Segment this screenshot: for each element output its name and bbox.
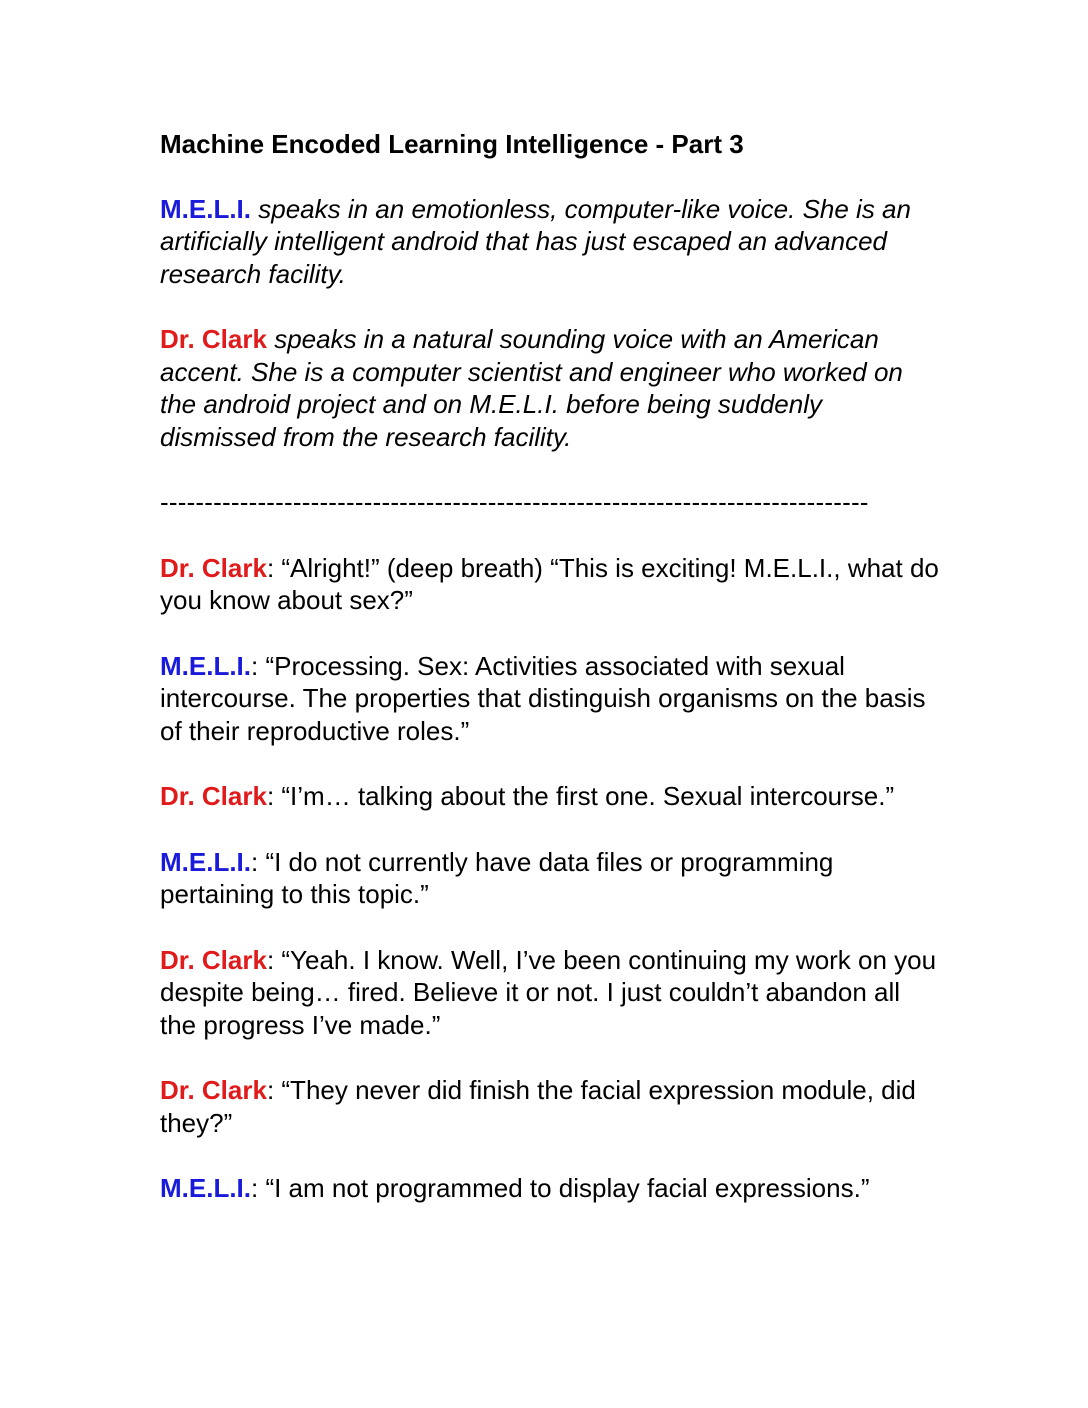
intro-clark-description: speaks in a natural sounding voice with an American accent. She is a computer scientist and engineer who worked on the android project and on M.E.L.I. before being suddenly dismissed from the research facility. <box>160 324 903 452</box>
dialogue-text: : “I do not currently have data files or programming pertaining to this topic.” <box>160 846 834 909</box>
dialogue-line <box>160 944 940 1042</box>
speaker-clark: Dr. Clark <box>160 944 267 975</box>
section-divider: -------------------------------------------------------------------------------- <box>160 487 869 517</box>
dialogue-line <box>160 846 940 911</box>
dialogue-line <box>160 1172 940 1205</box>
dialogue-line <box>160 552 940 617</box>
document-page <box>160 128 940 1238</box>
speaker-meli: M.E.L.I. <box>160 846 251 877</box>
dialogue-line <box>160 1074 940 1139</box>
dialogue-line <box>160 650 940 748</box>
dialogue-text: : “Alright!” (deep breath) “This is exciting! M.E.L.I., what do you know about sex?” <box>160 552 939 615</box>
intro-clark <box>160 323 940 453</box>
dialogue-text: : “I am not programmed to display facial expressions.” <box>251 1173 870 1203</box>
speaker-clark: Dr. Clark <box>160 324 267 354</box>
document-title: Machine Encoded Learning Intelligence - Part 3 <box>160 129 744 159</box>
speaker-clark: Dr. Clark <box>160 1075 267 1105</box>
intro-meli-description: speaks in an emotionless, computer-like voice. She is an artificially intelligent android that has just escaped an advanced research facility. <box>160 193 911 289</box>
dialogue-line <box>160 780 940 813</box>
speaker-clark: Dr. Clark <box>160 781 267 811</box>
dialogue-text: : “Processing. Sex: Activities associated with sexual intercourse. The properties that distinguish organisms on the basis of their reproductive roles.” <box>160 650 926 746</box>
speaker-clark: Dr. Clark <box>160 552 267 583</box>
intro-meli <box>160 193 940 291</box>
dialogue-text: : “I’m… talking about the first one. Sexual intercourse.” <box>266 781 895 811</box>
speaker-meli: M.E.L.I. <box>160 650 251 681</box>
dialogue-text: : “Yeah. I know. Well, I’ve been continuing my work on you despite being… fired. Believe it or not. I just couldn’t abandon all the progress I’ve made.” <box>160 944 937 1040</box>
speaker-meli: M.E.L.I. <box>160 193 251 224</box>
dialogue-text: : “They never did finish the facial expression module, did they?” <box>160 1075 916 1138</box>
speaker-meli: M.E.L.I. <box>160 1173 251 1203</box>
